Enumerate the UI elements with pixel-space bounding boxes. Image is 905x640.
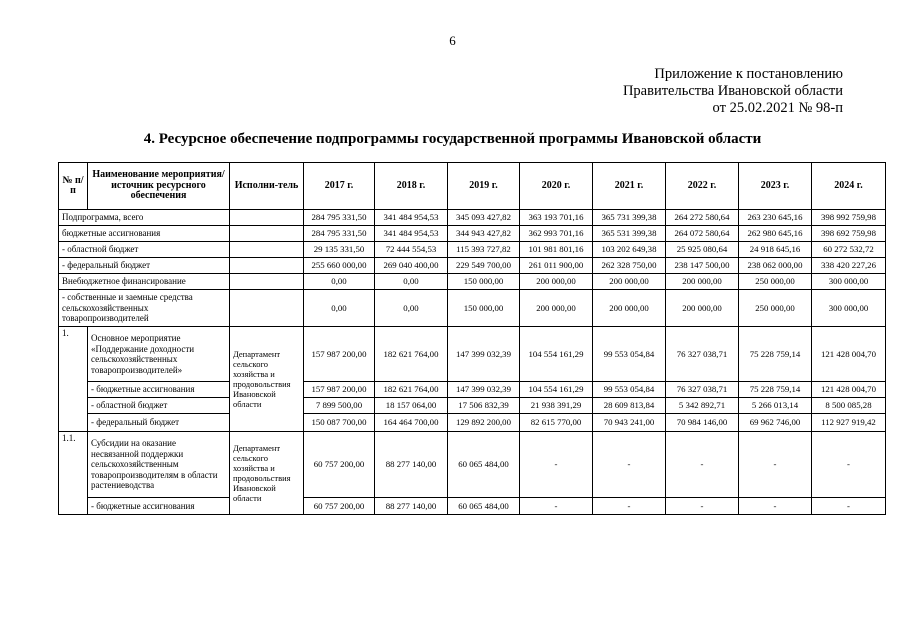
value-cell: 76 327 038,71 xyxy=(666,382,739,398)
value-cell: 250 000,00 xyxy=(739,274,812,290)
header-executor: Исполни-тель xyxy=(230,163,304,210)
row-label: Внебюджетное финансирование xyxy=(59,274,230,290)
table-row xyxy=(59,210,886,226)
value-cell: 398 692 759,98 xyxy=(812,226,886,242)
value-cell: 60 272 532,72 xyxy=(812,242,886,258)
value-cell: 338 420 227,26 xyxy=(812,258,886,274)
value-cell: 150 000,00 xyxy=(448,274,520,290)
header-year: 2019 г. xyxy=(448,163,520,210)
value-cell: 18 157 064,00 xyxy=(375,398,448,414)
row-label: - бюджетные ассигнования xyxy=(88,498,230,515)
value-cell: - xyxy=(739,432,812,498)
value-cell: 300 000,00 xyxy=(812,274,886,290)
value-cell: - xyxy=(812,498,886,515)
table-row xyxy=(59,327,886,382)
value-cell: 112 927 919,42 xyxy=(812,414,886,432)
executor-cell xyxy=(230,290,304,327)
row-label: Основное мероприятие «Поддержание доходности сельскохозяйственных товаропроизводителей» xyxy=(88,327,230,382)
header-year: 2024 г. xyxy=(812,163,886,210)
executor-cell xyxy=(230,258,304,274)
value-cell: 200 000,00 xyxy=(666,274,739,290)
value-cell: 255 660 000,00 xyxy=(304,258,375,274)
value-cell: 284 795 331,50 xyxy=(304,210,375,226)
table-row xyxy=(59,274,886,290)
value-cell: 101 981 801,16 xyxy=(520,242,593,258)
header-year: 2023 г. xyxy=(739,163,812,210)
executor-cell xyxy=(230,210,304,226)
table-row xyxy=(59,414,886,432)
value-cell: 88 277 140,00 xyxy=(375,498,448,515)
value-cell: 269 040 400,00 xyxy=(375,258,448,274)
value-cell: 362 993 701,16 xyxy=(520,226,593,242)
header-name: Наименование мероприятия/источник ресурсного обеспечения xyxy=(88,163,230,210)
header-year: 2018 г. xyxy=(375,163,448,210)
table-row xyxy=(59,498,886,515)
value-cell: 0,00 xyxy=(304,290,375,327)
row-label: - собственные и заемные средства сельскохозяйственных товаропроизводителей xyxy=(59,290,230,327)
value-cell: 88 277 140,00 xyxy=(375,432,448,498)
row-label: Подпрограмма, всего xyxy=(59,210,230,226)
table-row xyxy=(59,398,886,414)
value-cell: 238 147 500,00 xyxy=(666,258,739,274)
value-cell: 60 757 200,00 xyxy=(304,432,375,498)
value-cell: 17 506 832,39 xyxy=(448,398,520,414)
header-year: 2020 г. xyxy=(520,163,593,210)
value-cell: 150 087 700,00 xyxy=(304,414,375,432)
value-cell: 365 531 399,38 xyxy=(593,226,666,242)
value-cell: 264 072 580,64 xyxy=(666,226,739,242)
value-cell: 72 444 554,53 xyxy=(375,242,448,258)
row-label: - федеральный бюджет xyxy=(59,258,230,274)
table-row xyxy=(59,242,886,258)
value-cell: 28 609 813,84 xyxy=(593,398,666,414)
header-year: 2021 г. xyxy=(593,163,666,210)
value-cell: - xyxy=(520,498,593,515)
value-cell: 157 987 200,00 xyxy=(304,382,375,398)
header-year: 2022 г. xyxy=(666,163,739,210)
header-row xyxy=(59,163,886,210)
table-row xyxy=(59,226,886,242)
value-cell: 264 272 580,64 xyxy=(666,210,739,226)
value-cell: 150 000,00 xyxy=(448,290,520,327)
value-cell: 115 393 727,82 xyxy=(448,242,520,258)
value-cell: 0,00 xyxy=(304,274,375,290)
value-cell: 147 399 032,39 xyxy=(448,327,520,382)
appendix-line-1: Приложение к постановлению xyxy=(654,66,843,82)
value-cell: 121 428 004,70 xyxy=(812,327,886,382)
row-label: - областной бюджет xyxy=(59,242,230,258)
value-cell: 147 399 032,39 xyxy=(448,382,520,398)
value-cell: 75 228 759,14 xyxy=(739,382,812,398)
value-cell: 200 000,00 xyxy=(593,274,666,290)
value-cell: 60 065 484,00 xyxy=(448,432,520,498)
value-cell: 341 484 954,53 xyxy=(375,210,448,226)
value-cell: 261 011 900,00 xyxy=(520,258,593,274)
executor-cell xyxy=(230,242,304,258)
executor-cell xyxy=(230,226,304,242)
row-index: 1. xyxy=(59,327,88,432)
value-cell: 5 342 892,71 xyxy=(666,398,739,414)
value-cell: 365 731 399,38 xyxy=(593,210,666,226)
value-cell: 104 554 161,29 xyxy=(520,382,593,398)
table-row xyxy=(59,258,886,274)
value-cell: 7 899 500,00 xyxy=(304,398,375,414)
document-title: 4. Ресурсное обеспечение подпрограммы государственной программы Ивановской области xyxy=(143,131,762,147)
value-cell: 70 943 241,00 xyxy=(593,414,666,432)
value-cell: 398 992 759,98 xyxy=(812,210,886,226)
header-year: 2017 г. xyxy=(304,163,375,210)
value-cell: 82 615 770,00 xyxy=(520,414,593,432)
value-cell: 60 065 484,00 xyxy=(448,498,520,515)
value-cell: 345 093 427,82 xyxy=(448,210,520,226)
value-cell: 129 892 200,00 xyxy=(448,414,520,432)
value-cell: - xyxy=(739,498,812,515)
value-cell: - xyxy=(666,498,739,515)
executor-cell: Департамент сельского хозяйства и продовольствия Ивановской области xyxy=(230,327,304,432)
page-number: 6 xyxy=(449,33,456,48)
value-cell: 344 943 427,82 xyxy=(448,226,520,242)
value-cell: 157 987 200,00 xyxy=(304,327,375,382)
value-cell: 284 795 331,50 xyxy=(304,226,375,242)
value-cell: 99 553 054,84 xyxy=(593,382,666,398)
value-cell: - xyxy=(666,432,739,498)
value-cell: 5 266 013,14 xyxy=(739,398,812,414)
appendix-line-3: от 25.02.2021 № 98-п xyxy=(712,100,843,116)
value-cell: 182 621 764,00 xyxy=(375,327,448,382)
value-cell: 263 230 645,16 xyxy=(739,210,812,226)
value-cell: 121 428 004,70 xyxy=(812,382,886,398)
value-cell: 75 228 759,14 xyxy=(739,327,812,382)
table-row xyxy=(59,290,886,327)
value-cell: - xyxy=(812,432,886,498)
value-cell: - xyxy=(593,432,666,498)
value-cell: 200 000,00 xyxy=(666,290,739,327)
value-cell: - xyxy=(520,432,593,498)
value-cell: 104 554 161,29 xyxy=(520,327,593,382)
value-cell: 200 000,00 xyxy=(593,290,666,327)
value-cell: 24 918 645,16 xyxy=(739,242,812,258)
value-cell: 76 327 038,71 xyxy=(666,327,739,382)
value-cell: 60 757 200,00 xyxy=(304,498,375,515)
value-cell: 300 000,00 xyxy=(812,290,886,327)
row-label: Субсидии на оказание несвязанной поддержки сельскохозяйственным товаропроизводителям в области растениеводства xyxy=(88,432,230,498)
resource-table xyxy=(58,162,886,515)
table-row xyxy=(59,382,886,398)
value-cell: 341 484 954,53 xyxy=(375,226,448,242)
row-label: - бюджетные ассигнования xyxy=(88,382,230,398)
value-cell: 262 328 750,00 xyxy=(593,258,666,274)
value-cell: 29 135 331,50 xyxy=(304,242,375,258)
row-label: - федеральный бюджет xyxy=(88,414,230,432)
value-cell: 200 000,00 xyxy=(520,274,593,290)
value-cell: 69 962 746,00 xyxy=(739,414,812,432)
value-cell: 99 553 054,84 xyxy=(593,327,666,382)
value-cell: - xyxy=(593,498,666,515)
value-cell: 0,00 xyxy=(375,274,448,290)
value-cell: 70 984 146,00 xyxy=(666,414,739,432)
header-num: № п/п xyxy=(59,163,88,210)
value-cell: 164 464 700,00 xyxy=(375,414,448,432)
value-cell: 229 549 700,00 xyxy=(448,258,520,274)
row-label: - областной бюджет xyxy=(88,398,230,414)
value-cell: 238 062 000,00 xyxy=(739,258,812,274)
row-label: бюджетные ассигнования xyxy=(59,226,230,242)
value-cell: 200 000,00 xyxy=(520,290,593,327)
appendix-note xyxy=(623,66,843,117)
value-cell: 25 925 080,64 xyxy=(666,242,739,258)
value-cell: 103 202 649,38 xyxy=(593,242,666,258)
executor-cell: Департамент сельского хозяйства и продовольствия Ивановской области xyxy=(230,432,304,515)
value-cell: 182 621 764,00 xyxy=(375,382,448,398)
row-index: 1.1. xyxy=(59,432,88,515)
value-cell: 8 500 085,28 xyxy=(812,398,886,414)
table-row xyxy=(59,432,886,498)
appendix-line-2: Правительства Ивановской области xyxy=(622,83,843,99)
value-cell: 21 938 391,29 xyxy=(520,398,593,414)
value-cell: 262 980 645,16 xyxy=(739,226,812,242)
value-cell: 250 000,00 xyxy=(739,290,812,327)
value-cell: 363 193 701,16 xyxy=(520,210,593,226)
executor-cell xyxy=(230,274,304,290)
value-cell: 0,00 xyxy=(375,290,448,327)
